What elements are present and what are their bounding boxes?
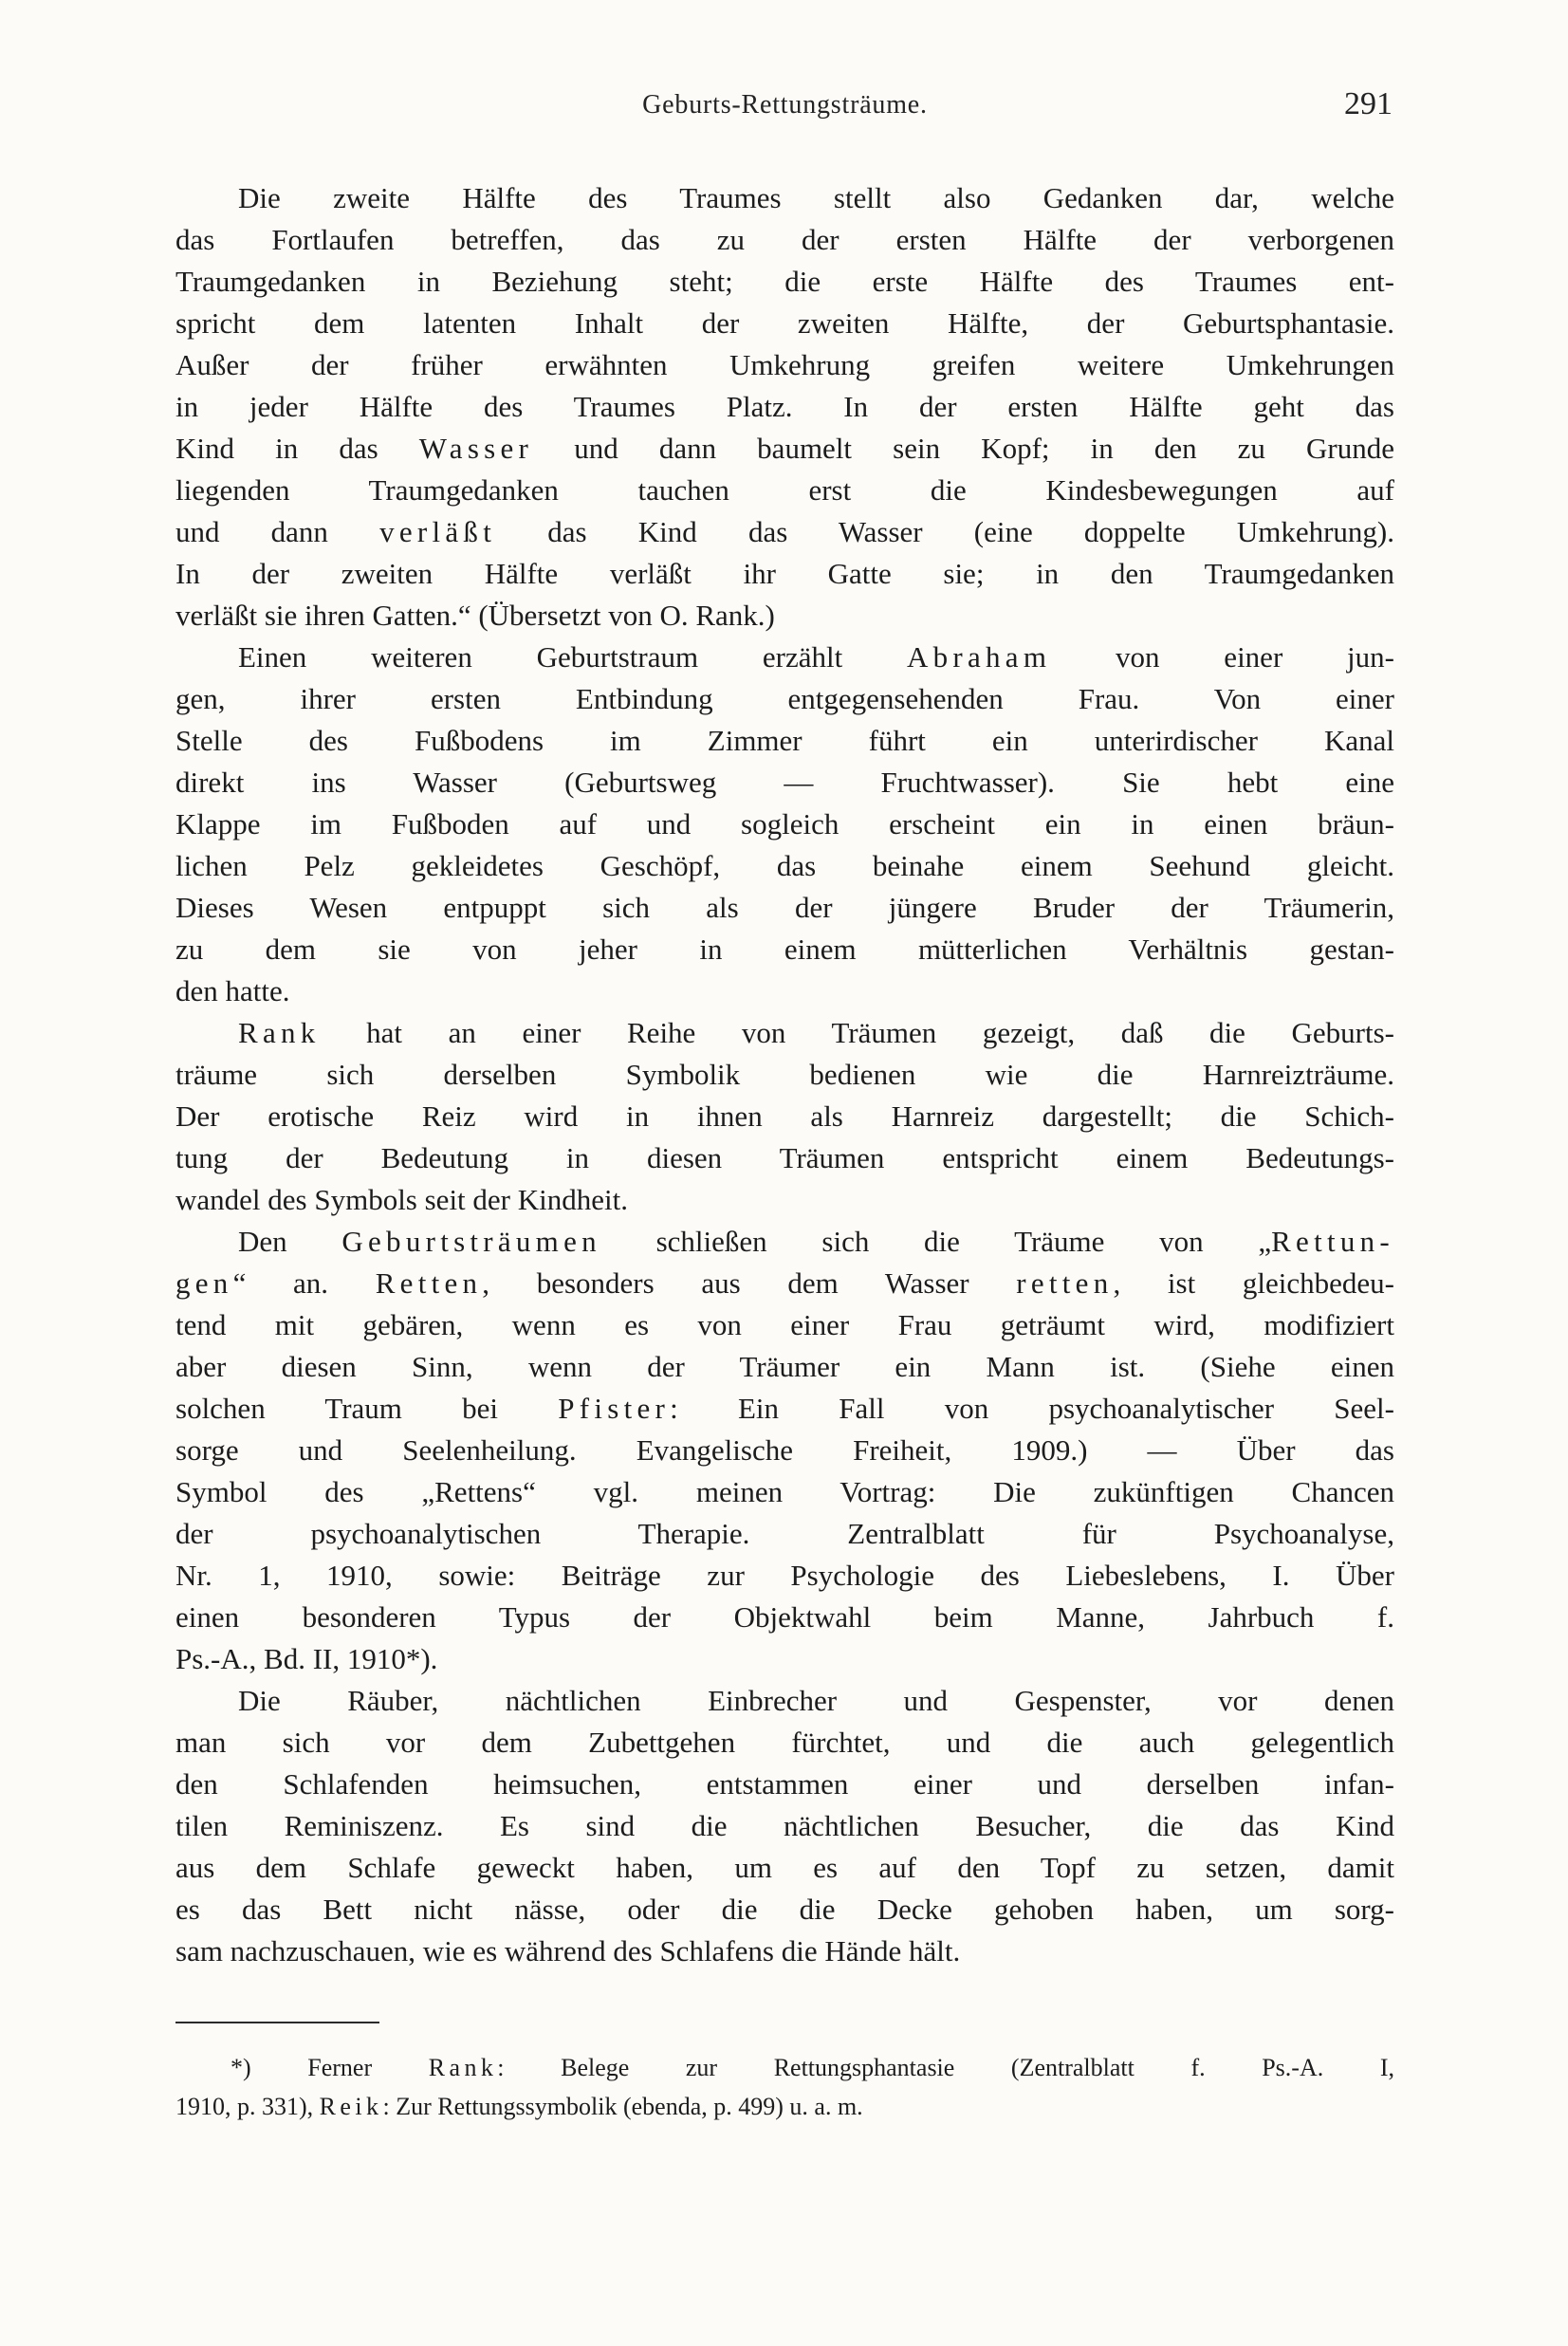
text-line xyxy=(175,720,1394,762)
text-segment: : Ein Fall von psychoanalytischer Seel- xyxy=(670,1392,1394,1425)
text-line xyxy=(175,1221,1394,1263)
footnote-separator xyxy=(175,2022,379,2023)
text-segment: in jeder Hälfte des Traumes Platz. In der ersten Hälfte geht das xyxy=(175,390,1394,423)
text-line xyxy=(175,845,1394,887)
emphasized-text: Rank xyxy=(428,2054,498,2081)
text-line xyxy=(175,1346,1394,1388)
text-line xyxy=(175,1638,1394,1680)
text-segment: das Fortlaufen betreffen, das zu der ersten Hälfte der verborgenen xyxy=(175,223,1394,256)
text-segment: man sich vor dem Zubettgehen fürchtet, und die auch gelegentlich xyxy=(175,1726,1394,1759)
text-segment: tilen Reminiszenz. Es sind die nächtlichen Besucher, die das Kind xyxy=(175,1809,1394,1842)
text-segment: : Belege zur Rettungsphantasie (Zentralblatt f. Ps.-A. I, xyxy=(497,2054,1394,2081)
text-line xyxy=(175,428,1394,470)
text-segment: In der zweiten Hälfte verläßt ihr Gatte sie; in den Traumgedanken xyxy=(175,557,1394,590)
text-line xyxy=(175,637,1394,678)
text-segment: und dann xyxy=(175,515,380,548)
text-segment: Klappe im Fußboden auf und sogleich erscheint ein in einen bräun- xyxy=(175,807,1394,840)
text-segment: Außer der früher erwähnten Umkehrung greifen weitere Umkehrungen xyxy=(175,348,1394,381)
text-segment: Symbol des „Rettens“ vgl. meinen Vortrag: Die zukünftigen Chancen xyxy=(175,1475,1394,1508)
emphasized-text: verläßt xyxy=(379,515,497,548)
text-line xyxy=(175,1847,1394,1889)
text-segment: Die Räuber, nächtlichen Einbrecher und Gespenster, vor denen xyxy=(238,1684,1394,1717)
text-line xyxy=(175,1722,1394,1764)
text-segment: wandel des Symbols seit der Kindheit. xyxy=(175,1183,628,1216)
text-segment: aus dem Schlafe geweckt haben, um es auf den Topf zu setzen, damit xyxy=(175,1851,1394,1884)
text-segment: Kind in das xyxy=(175,432,419,465)
text-line xyxy=(175,762,1394,804)
text-segment: “ an. xyxy=(232,1266,376,1300)
paragraph xyxy=(175,637,1394,1012)
text-line xyxy=(175,1471,1394,1513)
text-line xyxy=(175,1555,1394,1597)
text-segment: Dieses Wesen entpuppt sich als der jüngere Bruder der Träumerin, xyxy=(175,891,1394,924)
text-segment: den hatte. xyxy=(175,974,290,1007)
emphasized-text: Abraham xyxy=(906,640,1052,674)
text-line xyxy=(175,804,1394,845)
text-line xyxy=(175,261,1394,303)
text-segment: träume sich derselben Symbolik bedienen wie die Harnreizträume. xyxy=(175,1058,1394,1091)
text-segment: den Schlafenden heimsuchen, entstammen einer und derselben infan- xyxy=(175,1767,1394,1801)
text-segment: 1910, p. 331), xyxy=(175,2093,320,2120)
text-segment: einen besonderen Typus der Objektwahl beim Manne, Jahrbuch f. xyxy=(175,1600,1394,1634)
paragraph xyxy=(175,1680,1394,1972)
text-line xyxy=(175,1513,1394,1555)
text-segment: liegenden Traumgedanken tauchen erst die Kindesbewegungen auf xyxy=(175,473,1394,507)
text-segment: Einen weiteren Geburtstraum erzählt xyxy=(238,640,907,674)
text-line xyxy=(175,177,1394,219)
text-segment: von einer jun- xyxy=(1051,640,1394,674)
text-line xyxy=(175,1597,1394,1638)
running-title: Geburts-Rettungsträume. xyxy=(642,90,928,120)
text-line xyxy=(175,2048,1394,2087)
emphasized-text: Rank xyxy=(238,1016,321,1049)
footnote xyxy=(175,2048,1394,2126)
page-header xyxy=(175,86,1394,132)
text-segment: direkt ins Wasser (Geburtsweg — Fruchtwasser). Sie hebt eine xyxy=(175,766,1394,799)
emphasized-text: Retten xyxy=(375,1266,483,1300)
emphasized-text: retten xyxy=(1016,1266,1114,1300)
text-line xyxy=(175,1680,1394,1722)
text-segment: der psychoanalytischen Therapie. Zentralblatt für Psychoanalyse, xyxy=(175,1517,1394,1550)
text-segment: : Zur Rettungssymbolik (ebenda, p. 499) u. a. m. xyxy=(382,2093,863,2120)
emphasized-text: gen xyxy=(175,1266,233,1300)
text-line xyxy=(175,887,1394,929)
text-line xyxy=(175,2087,1394,2126)
text-segment: und dann baumelt sein Kopf; in den zu Grunde xyxy=(533,432,1395,465)
text-line xyxy=(175,1054,1394,1096)
text-segment: tend mit gebären, wenn es von einer Frau geträumt wird, modifiziert xyxy=(175,1308,1394,1341)
text-line xyxy=(175,678,1394,720)
text-segment: gen, ihrer ersten Entbindung entgegensehenden Frau. Von einer xyxy=(175,682,1394,715)
emphasized-text: Geburtsträumen xyxy=(341,1225,601,1258)
page-content xyxy=(175,86,1395,2126)
text-segment: solchen Traum bei xyxy=(175,1392,559,1425)
text-segment: Die zweite Hälfte des Traumes stellt also Gedanken dar, welche xyxy=(238,181,1394,214)
text-segment: tung der Bedeutung in diesen Träumen entspricht einem Bedeutungs- xyxy=(175,1141,1394,1174)
text-line xyxy=(175,970,1394,1012)
text-line xyxy=(175,1764,1394,1805)
text-segment: Nr. 1, 1910, sowie: Beiträge zur Psychologie des Liebeslebens, I. Über xyxy=(175,1559,1394,1592)
emphasized-text: Pfister xyxy=(558,1392,671,1425)
text-line xyxy=(175,1096,1394,1137)
emphasized-text: Rettun- xyxy=(1271,1225,1394,1258)
text-segment: sorge und Seelenheilung. Evangelische Freiheit, 1909.) — Über das xyxy=(175,1433,1394,1467)
text-segment: verläßt sie ihren Gatten.“ (Übersetzt von O. Rank.) xyxy=(175,599,775,632)
text-segment: aber diesen Sinn, wenn der Träumer ein Mann ist. (Siehe einen xyxy=(175,1350,1394,1383)
page-number: 291 xyxy=(1344,86,1393,121)
text-segment: Stelle des Fußbodens im Zimmer führt ein unterirdischer Kanal xyxy=(175,724,1394,757)
emphasized-text: Reik xyxy=(319,2093,383,2120)
text-line xyxy=(175,303,1394,344)
text-line xyxy=(175,1430,1394,1471)
text-line xyxy=(175,470,1394,511)
text-segment: *) Ferner xyxy=(231,2054,429,2081)
text-line xyxy=(175,1179,1394,1221)
text-segment: spricht dem latenten Inhalt der zweiten Hälfte, der Geburtsphantasie. xyxy=(175,306,1394,340)
text-line xyxy=(175,1889,1394,1930)
text-segment: Den xyxy=(238,1225,342,1258)
text-line xyxy=(175,1304,1394,1346)
text-segment: sam nachzuschauen, wie es während des Schlafens die Hände hält. xyxy=(175,1934,961,1967)
text-segment: Der erotische Reiz wird in ihnen als Harnreiz dargestellt; die Schich- xyxy=(175,1099,1394,1133)
text-segment: lichen Pelz gekleidetes Geschöpf, das beinahe einem Seehund gleicht. xyxy=(175,849,1394,882)
text-segment: Ps.-A., Bd. II, 1910*). xyxy=(175,1642,438,1675)
text-line xyxy=(175,1930,1394,1972)
text-line xyxy=(175,386,1394,428)
paragraph xyxy=(175,1221,1394,1680)
body-text xyxy=(175,177,1394,1972)
text-segment: das Kind das Wasser (eine doppelte Umkehrung). xyxy=(496,515,1395,548)
text-line xyxy=(175,219,1394,261)
text-line xyxy=(175,553,1394,595)
paragraph xyxy=(175,1012,1394,1221)
text-line xyxy=(175,595,1394,637)
paragraph xyxy=(175,177,1394,637)
text-line xyxy=(175,1137,1394,1179)
text-line xyxy=(175,929,1394,970)
text-segment: es das Bett nicht nässe, oder die die Decke gehoben haben, um sorg- xyxy=(175,1893,1394,1926)
text-line xyxy=(175,511,1394,553)
text-segment: , ist gleichbedeu- xyxy=(1113,1266,1394,1300)
emphasized-text: Wasser xyxy=(418,432,534,465)
text-segment: Traumgedanken in Beziehung steht; die erste Hälfte des Traumes ent- xyxy=(175,265,1394,298)
text-line xyxy=(175,1805,1394,1847)
text-line xyxy=(175,1012,1394,1054)
text-segment: hat an einer Reihe von Träumen gezeigt, daß die Geburts- xyxy=(320,1016,1394,1049)
text-segment: zu dem sie von jeher in einem mütterlichen Verhältnis gestan- xyxy=(175,933,1394,966)
text-segment: , besonders aus dem Wasser xyxy=(482,1266,1017,1300)
text-line xyxy=(175,1263,1394,1304)
text-line xyxy=(175,1388,1394,1430)
text-segment: schließen sich die Träume von „ xyxy=(600,1225,1272,1258)
text-line xyxy=(175,344,1394,386)
